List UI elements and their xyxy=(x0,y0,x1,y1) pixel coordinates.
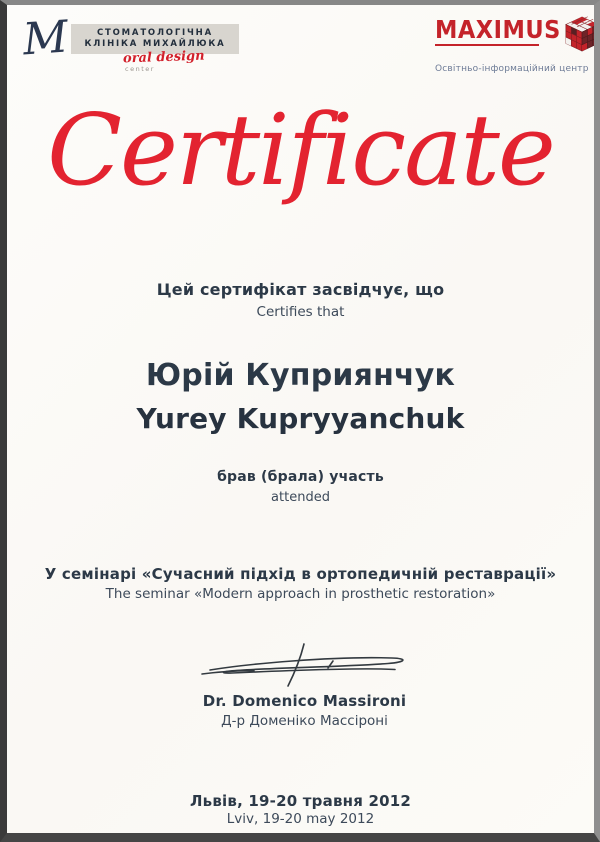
attended-line-en: attended xyxy=(271,490,330,505)
certifies-line-ua: Цей сертифікат засвідчує, що xyxy=(156,280,445,299)
clinic-name-line1: СТОМАТОЛОГІЧНА xyxy=(97,28,213,38)
maximus-wordmark: MAXIMUS xyxy=(435,15,561,44)
maximus-logo xyxy=(435,15,589,74)
recipient-name-en: Yurey Kupryyanchuk xyxy=(136,402,465,435)
oral-design-center-label: center xyxy=(125,65,155,73)
oral-design-logo: oral design xyxy=(122,48,205,67)
date-line-en: Lviv, 19-20 may 2012 xyxy=(226,811,375,827)
maximus-tagline: Освітньо-інформаційний центр xyxy=(435,64,589,74)
certifies-line-en: Certifies that xyxy=(256,304,345,320)
clinic-name-line2: КЛІНІКА МИХАЙЛЮКА xyxy=(84,38,226,49)
maximus-underline xyxy=(435,44,539,46)
certificate-paper xyxy=(7,5,594,833)
signer-name-ua: Д-р Доменіко Массіроні xyxy=(221,713,388,729)
seminar-line-en: The seminar «Modern approach in prosthetic restoration» xyxy=(105,586,496,602)
certificate-title: Certificate xyxy=(47,94,554,208)
seminar-line-ua: У семінарі «Сучасний підхід в ортопедичній реставрації» xyxy=(44,565,557,583)
date-line-ua: Львів, 19-20 травня 2012 xyxy=(190,792,411,810)
attended-line-ua: брав (брала) участь xyxy=(217,469,384,485)
signer-name-en: Dr. Domenico Massironi xyxy=(202,692,407,710)
signature-icon xyxy=(192,641,427,693)
maximus-cube-icon xyxy=(563,15,600,57)
clinic-monogram-icon: М xyxy=(21,11,70,66)
recipient-name-ua: Юрій Куприянчук xyxy=(145,358,456,393)
